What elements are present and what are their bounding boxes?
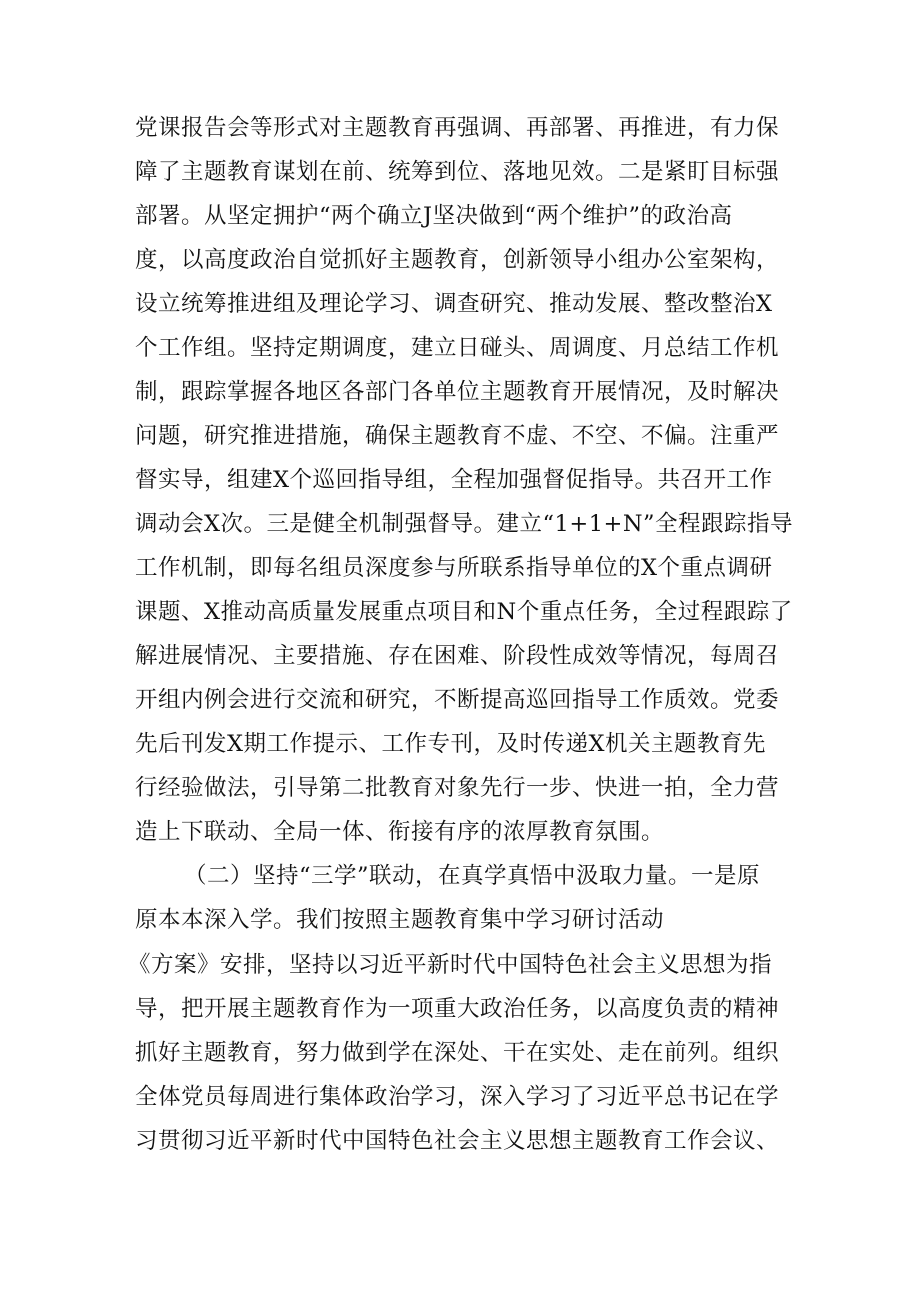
text-line: 问题，研究推进措施，确保主题教育不虚、不空、不偏。注重严 — [135, 423, 780, 449]
text-line: 度，以高度政治自觉抓好主题教育，创新领导小组办公室架构， — [135, 247, 780, 273]
text-line: 解进展情况、主要措施、存在困难、阶段性成效等情况，每周召 — [135, 643, 780, 669]
text-line: 开组内例会进行交流和研究，不断提高巡回指导工作质效。党委 — [135, 687, 780, 713]
text-line: 行经验做法，引导第二批教育对象先行一步、快进一拍，全力营 — [135, 775, 780, 801]
text-line: 习贯彻习近平新时代中国特色社会主义思想主题教育工作会议、 — [135, 1128, 780, 1154]
text-line: 设立统筹推进组及理论学习、调查研究、推动发展、整改整治X — [135, 291, 773, 317]
text-line: 制，跟踪掌握各地区各部门各单位主题教育开展情况，及时解决 — [135, 379, 780, 405]
text-line: 工作机制，即每名组员深度参与所联系指导单位的X个重点调研 — [135, 555, 773, 581]
text-line: 障了主题教育谋划在前、统筹到位、落地见效。二是紧盯目标强 — [135, 159, 780, 185]
text-line: 抓好主题教育，努力做到学在深处、干在实处、走在前列。组织 — [135, 1040, 780, 1066]
text-line: 调动会X次。三是健全机制强督导。建立“1+1+N”全程跟踪指导 — [135, 511, 794, 537]
text-line: 先后刊发X期工作提示、工作专刊，及时传递X机关主题教育先 — [135, 731, 767, 757]
text-line: 《方案》安排，坚持以习近平新时代中国特色社会主义思想为指 — [128, 952, 773, 978]
text-line: 造上下联动、全局一体、衔接有序的浓厚教育氛围。 — [135, 819, 665, 845]
text-line: 原本本深入学。我们按照主题教育集中学习研讨活动 — [135, 907, 665, 933]
section-heading-line: （二）坚持“三学”联动，在真学真悟中汲取力量。一是原 — [184, 863, 761, 889]
text-line: 部署。从坚定拥护“两个确立J坚决做到“两个维护”的政治高 — [135, 203, 733, 229]
text-line: 党课报告会等形式对主题教育再强调、再部署、再推进，有力保 — [135, 115, 780, 141]
text-line: 课题、X推动高质量发展重点项目和N个重点任务，全过程跟踪了 — [135, 599, 793, 625]
text-line: 个工作组。坚持定期调度，建立日碰头、周调度、月总结工作机 — [135, 335, 780, 361]
text-line: 全体党员每周进行集体政治学习，深入学习了习近平总书记在学 — [135, 1084, 780, 1110]
text-line: 导，把开展主题教育作为一项重大政治任务，以高度负责的精神 — [135, 996, 780, 1022]
text-line: 督实导，组建X个巡回指导组，全程加强督促指导。共召开工作 — [135, 467, 773, 493]
